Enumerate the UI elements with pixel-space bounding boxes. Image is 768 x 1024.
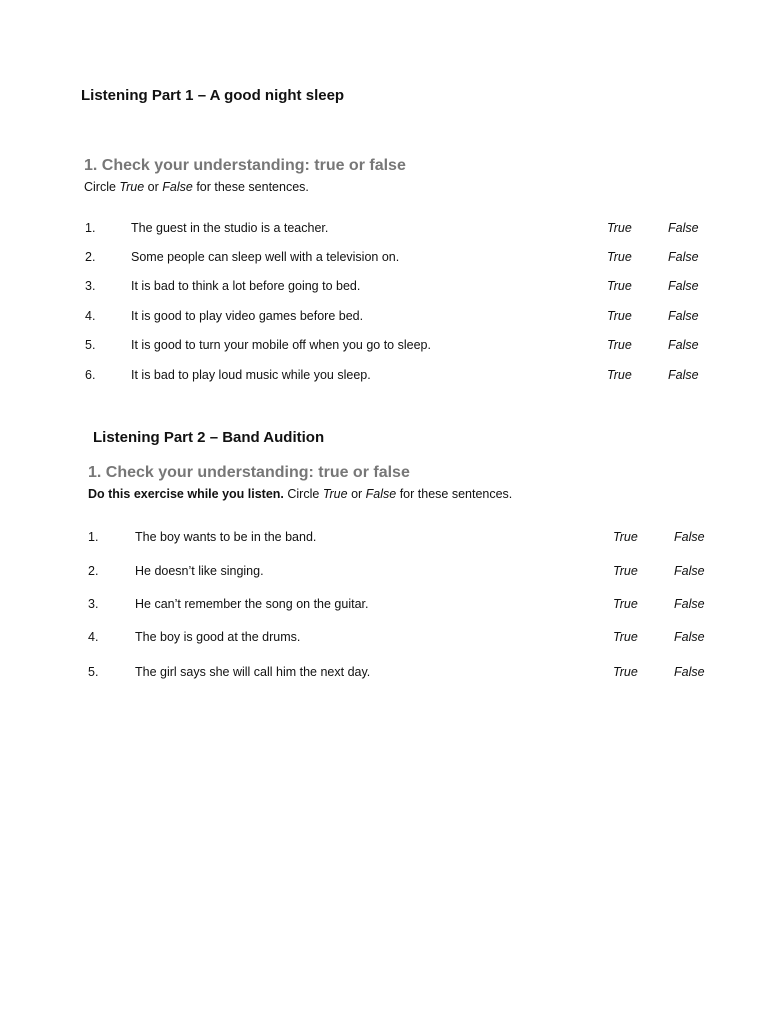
false-option[interactable]: False	[668, 250, 699, 264]
question-number: 3.	[88, 597, 99, 611]
question-text: The girl says she will call him the next day.	[135, 665, 371, 679]
question-row	[0, 307, 768, 325]
question-number: 3.	[85, 279, 96, 293]
question-text: He can’t remember the song on the guitar.	[135, 597, 369, 611]
question-row	[0, 663, 768, 681]
true-option[interactable]: True	[607, 250, 632, 264]
question-number: 4.	[85, 309, 96, 323]
false-option[interactable]: False	[674, 564, 705, 578]
question-number: 2.	[88, 564, 99, 578]
part2-instruction-bold: Do this exercise while you listen.	[88, 487, 284, 501]
part1-instruction-post: for these sentences.	[192, 180, 309, 194]
true-option[interactable]: True	[607, 221, 632, 235]
true-option[interactable]: True	[613, 630, 638, 644]
part2-section-title: 1. Check your understanding: true or false	[88, 464, 410, 481]
question-text: It is bad to play loud music while you sleep.	[131, 368, 371, 382]
false-option[interactable]: False	[674, 530, 705, 544]
question-text: It is good to turn your mobile off when you go to sleep.	[131, 338, 431, 352]
question-row	[0, 528, 768, 546]
part2-instruction-true: True	[322, 487, 348, 501]
part1-instruction-false: False	[162, 180, 193, 194]
question-number: 4.	[88, 630, 99, 644]
question-row	[0, 219, 768, 237]
false-option[interactable]: False	[668, 368, 699, 382]
true-option[interactable]: True	[607, 279, 632, 293]
question-text: The boy is good at the drums.	[135, 630, 301, 644]
question-text: The boy wants to be in the band.	[135, 530, 317, 544]
question-text: It is bad to think a lot before going to bed.	[131, 279, 361, 293]
question-text: It is good to play video games before bed.	[131, 309, 364, 323]
question-text: The guest in the studio is a teacher.	[131, 221, 329, 235]
question-number: 6.	[85, 368, 96, 382]
question-row	[0, 366, 768, 384]
part1-title: Listening Part 1 – A good night sleep	[81, 87, 345, 104]
false-option[interactable]: False	[668, 309, 699, 323]
false-option[interactable]: False	[674, 597, 705, 611]
part1-section-title: 1. Check your understanding: true or false	[84, 157, 406, 174]
true-option[interactable]: True	[607, 368, 632, 382]
true-option[interactable]: True	[613, 665, 638, 679]
false-option[interactable]: False	[668, 279, 699, 293]
false-option[interactable]: False	[668, 338, 699, 352]
question-number: 1.	[88, 530, 99, 544]
part2-title: Listening Part 2 – Band Audition	[93, 429, 325, 446]
part1-instruction-mid: or	[144, 180, 163, 194]
part2-instruction-mid: or	[347, 487, 366, 501]
true-option[interactable]: True	[613, 564, 638, 578]
false-option[interactable]: False	[668, 221, 699, 235]
question-number: 2.	[85, 250, 96, 264]
false-option[interactable]: False	[674, 630, 705, 644]
part2-instruction-false: False	[365, 487, 397, 501]
part2-instruction-pre: Circle	[283, 487, 323, 501]
true-option[interactable]: True	[613, 597, 638, 611]
question-text: Some people can sleep well with a television on.	[131, 250, 400, 264]
question-row	[0, 336, 768, 354]
true-option[interactable]: True	[607, 338, 632, 352]
false-option[interactable]: False	[674, 665, 705, 679]
question-row	[0, 248, 768, 266]
question-text: He doesn’t like singing.	[135, 564, 264, 578]
true-option[interactable]: True	[613, 530, 638, 544]
question-number: 1.	[85, 221, 96, 235]
part2-instruction-post: for these sentences.	[396, 487, 513, 501]
part2-instruction	[88, 487, 512, 501]
part1-instruction-pre: Circle	[84, 180, 120, 194]
question-number: 5.	[85, 338, 96, 352]
question-row	[0, 628, 768, 646]
question-row	[0, 595, 768, 613]
question-row	[0, 277, 768, 295]
part1-instruction-true: True	[119, 180, 145, 194]
question-row	[0, 562, 768, 580]
question-number: 5.	[88, 665, 99, 679]
true-option[interactable]: True	[607, 309, 632, 323]
part1-instruction	[84, 180, 309, 194]
